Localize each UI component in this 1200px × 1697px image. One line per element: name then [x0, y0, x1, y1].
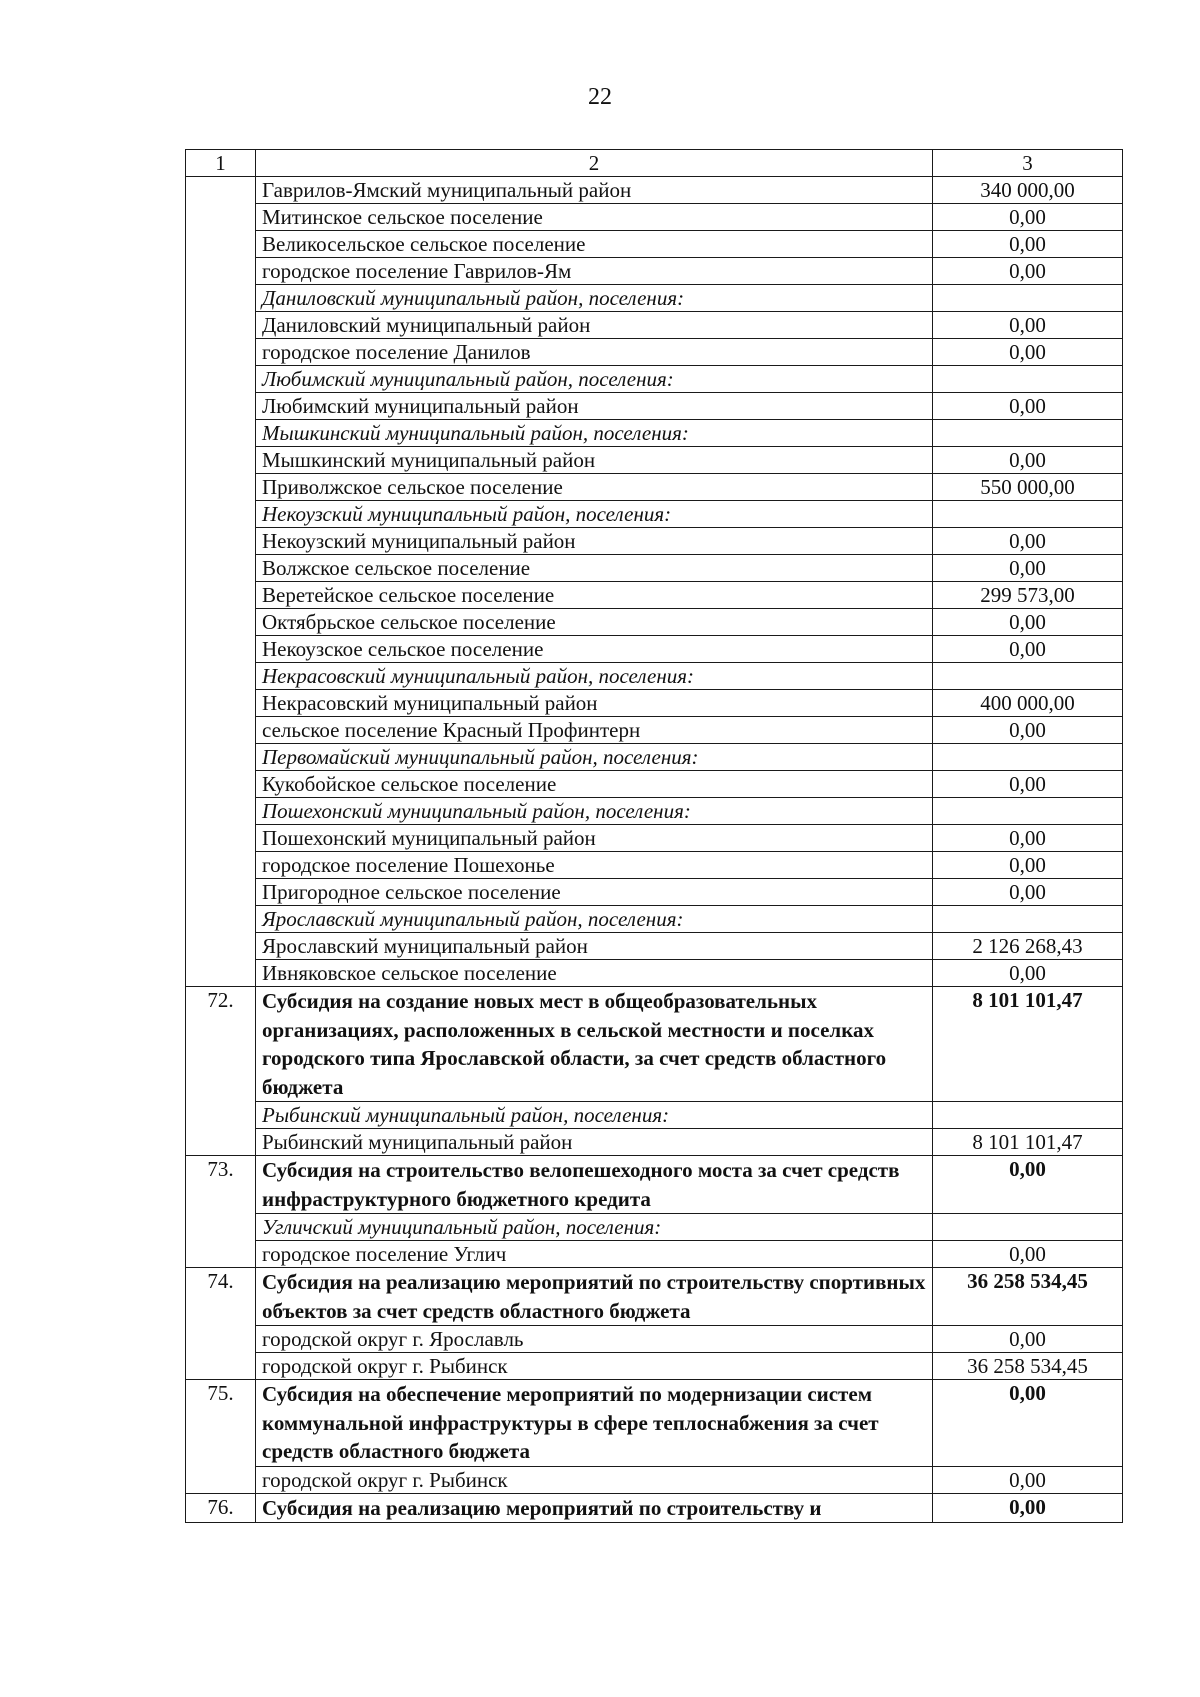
item-number-cell [186, 447, 256, 474]
district-label-cell: Мышкинский муниципальный район, поселения: [256, 420, 933, 447]
item-number-cell [186, 555, 256, 582]
item-number-cell [186, 177, 256, 204]
item-number-cell [186, 636, 256, 663]
district-label-cell: Первомайский муниципальный район, поселения: [256, 744, 933, 771]
item-number-cell [186, 663, 256, 690]
item-number-cell [186, 852, 256, 879]
subsidy-distribution-table [185, 149, 1123, 1523]
district-label-cell: Угличский муниципальный район, поселения: [256, 1214, 933, 1241]
amount-cell: 0,00 [933, 204, 1123, 231]
amount-cell: 0,00 [933, 1380, 1123, 1467]
item-number-cell [186, 933, 256, 960]
item-number-cell [186, 339, 256, 366]
recipient-name-cell: Приволжское сельское поселение [256, 474, 933, 501]
amount-cell: 0,00 [933, 258, 1123, 285]
subsidy-title-cell: Субсидия на реализацию мероприятий по строительству спортивных объектов за счет средств областного бюджета [256, 1268, 933, 1326]
item-number-cell [186, 285, 256, 312]
district-label-cell: Ярославский муниципальный район, поселения: [256, 906, 933, 933]
table-row [186, 1129, 1123, 1156]
item-number-cell [186, 609, 256, 636]
amount-cell: 0,00 [933, 717, 1123, 744]
recipient-name-cell: Некрасовский муниципальный район [256, 690, 933, 717]
item-number-cell [186, 204, 256, 231]
recipient-name-cell: Веретейское сельское поселение [256, 582, 933, 609]
district-header-row [186, 501, 1123, 528]
subsidy-title-cell: Субсидия на обеспечение мероприятий по модернизации систем коммунальной инфраструктуры в сфере теплоснабжения за счет средств областного бюджета [256, 1380, 933, 1467]
column-number-3: 3 [933, 150, 1123, 177]
amount-cell: 0,00 [933, 825, 1123, 852]
item-number-cell: 74. [186, 1268, 256, 1326]
district-label-cell: Некрасовский муниципальный район, поселения: [256, 663, 933, 690]
column-number-1: 1 [186, 150, 256, 177]
recipient-name-cell: городское поселение Пошехонье [256, 852, 933, 879]
subsidy-row [186, 1268, 1123, 1326]
recipient-name-cell: Любимский муниципальный район [256, 393, 933, 420]
amount-cell [933, 366, 1123, 393]
amount-cell: 400 000,00 [933, 690, 1123, 717]
column-number-header-row [186, 150, 1123, 177]
recipient-name-cell: Мышкинский муниципальный район [256, 447, 933, 474]
amount-cell [933, 663, 1123, 690]
amount-cell: 0,00 [933, 555, 1123, 582]
table-row [186, 177, 1123, 204]
table-row [186, 717, 1123, 744]
item-number-cell [186, 960, 256, 987]
recipient-name-cell: Кукобойское сельское поселение [256, 771, 933, 798]
recipient-name-cell: городское поселение Данилов [256, 339, 933, 366]
recipient-name-cell: городской округ г. Рыбинск [256, 1353, 933, 1380]
item-number-cell [186, 420, 256, 447]
item-number-cell [186, 258, 256, 285]
subsidy-row [186, 1380, 1123, 1467]
district-header-row [186, 1102, 1123, 1129]
table-row [186, 447, 1123, 474]
recipient-name-cell: Пошехонский муниципальный район [256, 825, 933, 852]
amount-cell: 0,00 [933, 771, 1123, 798]
subsidy-row [186, 1493, 1123, 1523]
item-number-cell: 73. [186, 1156, 256, 1214]
amount-cell: 0,00 [933, 447, 1123, 474]
item-number-cell: 72. [186, 987, 256, 1102]
table-row [186, 690, 1123, 717]
subsidy-row [186, 1156, 1123, 1214]
district-label-cell: Любимский муниципальный район, поселения: [256, 366, 933, 393]
recipient-name-cell: Гаврилов-Ямский муниципальный район [256, 177, 933, 204]
amount-cell: 0,00 [933, 1466, 1123, 1493]
recipient-name-cell: Некоузское сельское поселение [256, 636, 933, 663]
amount-cell: 2 126 268,43 [933, 933, 1123, 960]
subsidy-title-cell: Субсидия на реализацию мероприятий по строительству и [256, 1493, 933, 1523]
table-row [186, 1326, 1123, 1353]
district-header-row [186, 285, 1123, 312]
amount-cell: 0,00 [933, 879, 1123, 906]
item-number-cell [186, 366, 256, 393]
table-row [186, 231, 1123, 258]
item-number-cell [186, 231, 256, 258]
amount-cell [933, 501, 1123, 528]
table-row [186, 582, 1123, 609]
item-number-cell [186, 582, 256, 609]
table-row [186, 879, 1123, 906]
table-row [186, 852, 1123, 879]
recipient-name-cell: городской округ г. Ярославль [256, 1326, 933, 1353]
table-row [186, 339, 1123, 366]
item-number-cell [186, 501, 256, 528]
district-header-row [186, 420, 1123, 447]
district-header-row [186, 906, 1123, 933]
recipient-name-cell: Ярославский муниципальный район [256, 933, 933, 960]
table-row [186, 771, 1123, 798]
subsidy-row [186, 987, 1123, 1102]
recipient-name-cell: Некоузский муниципальный район [256, 528, 933, 555]
item-number-cell [186, 1353, 256, 1380]
amount-cell: 0,00 [933, 1326, 1123, 1353]
district-label-cell: Рыбинский муниципальный район, поселения: [256, 1102, 933, 1129]
amount-cell [933, 798, 1123, 825]
amount-cell [933, 285, 1123, 312]
amount-cell: 8 101 101,47 [933, 987, 1123, 1102]
amount-cell: 36 258 534,45 [933, 1268, 1123, 1326]
item-number-cell [186, 1326, 256, 1353]
table-row [186, 528, 1123, 555]
table-row [186, 1241, 1123, 1268]
item-number-cell [186, 771, 256, 798]
table-row [186, 933, 1123, 960]
amount-cell: 0,00 [933, 960, 1123, 987]
item-number-cell [186, 717, 256, 744]
amount-cell: 550 000,00 [933, 474, 1123, 501]
table-row [186, 960, 1123, 987]
district-label-cell: Некоузский муниципальный район, поселения: [256, 501, 933, 528]
amount-cell: 0,00 [933, 339, 1123, 366]
item-number-cell [186, 690, 256, 717]
amount-cell: 340 000,00 [933, 177, 1123, 204]
column-number-2: 2 [256, 150, 933, 177]
recipient-name-cell: городской округ г. Рыбинск [256, 1466, 933, 1493]
district-header-row [186, 744, 1123, 771]
subsidy-title-cell: Субсидия на строительство велопешеходного моста за счет средств инфраструктурного бюджетного кредита [256, 1156, 933, 1214]
amount-cell: 0,00 [933, 1493, 1123, 1523]
amount-cell: 0,00 [933, 852, 1123, 879]
item-number-cell: 75. [186, 1380, 256, 1467]
amount-cell [933, 906, 1123, 933]
page-number: 22 [588, 84, 612, 110]
district-header-row [186, 663, 1123, 690]
item-number-cell [186, 1129, 256, 1156]
recipient-name-cell: Рыбинский муниципальный район [256, 1129, 933, 1156]
table-body [186, 150, 1123, 1523]
item-number-cell [186, 1241, 256, 1268]
recipient-name-cell: сельское поселение Красный Профинтерн [256, 717, 933, 744]
recipient-name-cell: Великосельское сельское поселение [256, 231, 933, 258]
amount-cell [933, 1102, 1123, 1129]
recipient-name-cell: городское поселение Гаврилов-Ям [256, 258, 933, 285]
table-row [186, 825, 1123, 852]
amount-cell: 0,00 [933, 393, 1123, 420]
amount-cell: 0,00 [933, 609, 1123, 636]
item-number-cell: 76. [186, 1493, 256, 1523]
recipient-name-cell: Октябрьское сельское поселение [256, 609, 933, 636]
district-header-row [186, 366, 1123, 393]
amount-cell: 299 573,00 [933, 582, 1123, 609]
recipient-name-cell: Митинское сельское поселение [256, 204, 933, 231]
amount-cell: 36 258 534,45 [933, 1353, 1123, 1380]
item-number-cell [186, 528, 256, 555]
recipient-name-cell: городское поселение Углич [256, 1241, 933, 1268]
recipient-name-cell: Пригородное сельское поселение [256, 879, 933, 906]
table-row [186, 393, 1123, 420]
district-header-row [186, 798, 1123, 825]
table-row [186, 258, 1123, 285]
item-number-cell [186, 744, 256, 771]
subsidy-title-cell: Субсидия на создание новых мест в общеобразовательных организациях, расположенных в сельской местности и поселках городского типа Ярославской области, за счет средств областного бюджета [256, 987, 933, 1102]
table-row [186, 1353, 1123, 1380]
recipient-name-cell: Волжское сельское поселение [256, 555, 933, 582]
amount-cell: 0,00 [933, 312, 1123, 339]
amount-cell: 0,00 [933, 231, 1123, 258]
item-number-cell [186, 1466, 256, 1493]
table-row [186, 1466, 1123, 1493]
item-number-cell [186, 798, 256, 825]
table-row [186, 555, 1123, 582]
amount-cell [933, 420, 1123, 447]
amount-cell: 8 101 101,47 [933, 1129, 1123, 1156]
table-row [186, 609, 1123, 636]
amount-cell: 0,00 [933, 1156, 1123, 1214]
table-row [186, 474, 1123, 501]
amount-cell [933, 1214, 1123, 1241]
amount-cell: 0,00 [933, 1241, 1123, 1268]
item-number-cell [186, 825, 256, 852]
district-header-row [186, 1214, 1123, 1241]
table-row [186, 312, 1123, 339]
item-number-cell [186, 906, 256, 933]
item-number-cell [186, 879, 256, 906]
table-row [186, 204, 1123, 231]
district-label-cell: Пошехонский муниципальный район, поселения: [256, 798, 933, 825]
item-number-cell [186, 393, 256, 420]
item-number-cell [186, 474, 256, 501]
recipient-name-cell: Ивняковское сельское поселение [256, 960, 933, 987]
item-number-cell [186, 1214, 256, 1241]
district-label-cell: Даниловский муниципальный район, поселения: [256, 285, 933, 312]
amount-cell: 0,00 [933, 528, 1123, 555]
recipient-name-cell: Даниловский муниципальный район [256, 312, 933, 339]
amount-cell: 0,00 [933, 636, 1123, 663]
table-row [186, 636, 1123, 663]
amount-cell [933, 744, 1123, 771]
item-number-cell [186, 312, 256, 339]
item-number-cell [186, 1102, 256, 1129]
